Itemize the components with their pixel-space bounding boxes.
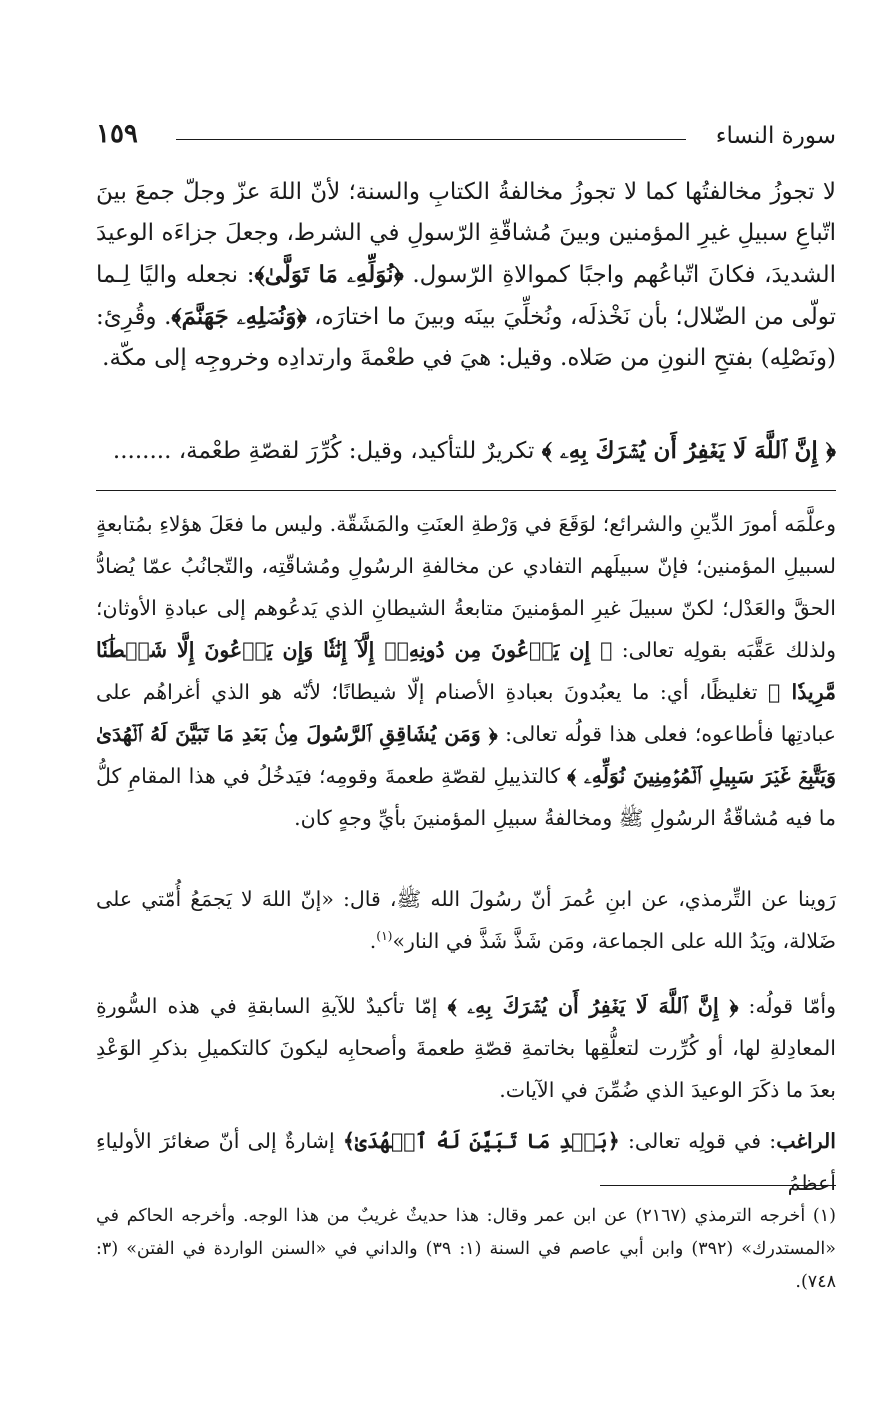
commentary-text: لا تجوزُ مخالفتُها كما لا تجوزُ مخالفةُ الكتابِ والسنة؛ لأنّ اللهَ عزّ وجلّ جمعَ بينَ اتّباعِ سبيلِ غيرِ المؤمنين وبينَ مُشاقّةِ الرّسولِ في الشرط، وجعلَ جزاءَه الوعيدَ الشديدَ، فكانَ اتّباعُهم واجبًا كموالاةِ الرّسول. bbox=[96, 179, 836, 288]
gloss-text: : في قولِه تعالى: bbox=[627, 1129, 777, 1153]
gloss-paragraph-2 bbox=[96, 878, 836, 962]
punctuation: . bbox=[369, 929, 377, 953]
quran-quote: ﴿بَعۡدِ مَا تَبَيَّنَ لَهُ ٱلۡهُدَىٰ﴾ bbox=[342, 1129, 620, 1153]
quran-quote: ﴿ إِن يَدۡعُونَ مِن دُونِهِۦٓ إِلَّآ إِنَٰثٗا وَإِن يَدۡعُونَ إِلَّا شَيۡطَٰنٗا مَّرِيدٗا ﴾ bbox=[96, 638, 836, 704]
commentary-text: تكريرٌ للتأكيد، وقيل: كُرِّرَ لقصّةِ طعْمة، ........ bbox=[112, 438, 542, 464]
author-name: الراغب bbox=[776, 1129, 836, 1153]
commentary-paragraph-2 bbox=[96, 430, 836, 472]
quran-quote: ﴿ وَمَن يُشَاقِقِ ٱلرَّسُولَ مِنۢ بَعۡدِ مَا تَبَيَّنَ لَهُ ٱلۡهُدَىٰ وَيَتَّبِعۡ غَيۡرَ سَبِيلِ ٱلۡمُؤۡمِنِينَ نُوَلِّهِۦ ﴾ bbox=[96, 722, 836, 788]
footnote bbox=[96, 1200, 836, 1299]
quran-quote: ﴿ إِنَّ ٱللَّهَ لَا يَغۡفِرُ أَن يُشۡرَكَ بِهِۦ ﴾ bbox=[447, 994, 739, 1018]
page-header bbox=[96, 118, 836, 158]
header-rule bbox=[176, 139, 686, 140]
gloss-text: وأمّا قولُه: bbox=[748, 994, 836, 1018]
hadith-text: رَوينا عن التِّرمذي، عن ابنِ عُمرَ أنّ رسُولَ الله ﷺ، قال: «إنّ اللهَ لا يَجمَعُ أُمّتي على ضَلالة، ويَدُ الله على الجماعة، ومَن شَذَّ شَذَّ في النار» bbox=[96, 887, 836, 953]
quran-quote: ﴿نُوَلِّهِۦ مَا تَوَلَّىٰ﴾ bbox=[254, 261, 404, 288]
gloss-text: إمّا تأكيدٌ للآيةِ السابقةِ في هذه السُّورةِ المعادِلةِ لها، أو كُرِّرت لتعلُّقِها بخاتمةِ قصّةِ طعمةَ وأصحابِه ليكونَ كالتكميلِ بذكرِ الوَعْدِ بعدَ ما ذكَرَ الوعيدَ الذي ضُمِّنَ في الآيات. bbox=[96, 994, 836, 1102]
section-divider bbox=[96, 490, 836, 491]
gloss-text: تغليظًا، أي: ما يعبُدونَ بعبادةِ الأصنام إلّا شيطانًا؛ لأنّه هو الذي أغراهُم على عبادتِها فأطاعوه؛ فعلى هذا قولُه تعالى: bbox=[96, 680, 836, 746]
gloss-paragraph-4 bbox=[96, 1120, 836, 1204]
commentary-paragraph-1 bbox=[96, 172, 836, 379]
page-number: ١٥٩ bbox=[96, 119, 138, 149]
footnote-text: (١) أخرجه الترمذي (٢١٦٧) عن ابن عمر وقال: هذا حديثٌ غريبٌ من هذا الوجه. وأخرجه الحاكم في «المستدرك» (٣٩٢) وابن أبي عاصم في السنة (١: ٣٩) والداني في «السنن الواردة في الفتن» (٣: ٧٤٨). bbox=[96, 1206, 836, 1292]
commentary-text: . وقُرِئ: (ونَصْلِه) بفتحِ النونِ من صَلاه. وقيل: هيَ في طعْمةَ وارتدادِه وخروجِه إلى مكّة. bbox=[96, 304, 836, 371]
footnote-rule bbox=[600, 1185, 836, 1186]
surah-title: سورة النساء bbox=[715, 123, 836, 149]
gloss-paragraph-3 bbox=[96, 985, 836, 1111]
quran-quote: ﴿وَنُصۡلِهِۦ جَهَنَّمَ﴾ bbox=[171, 303, 307, 330]
gloss-paragraph-1 bbox=[96, 503, 836, 839]
quran-quote: ﴿ إِنَّ ٱللَّهَ لَا يَغۡفِرُ أَن يُشۡرَكَ بِهِۦ ﴾ bbox=[541, 437, 836, 464]
footnote-ref: (١) bbox=[376, 929, 393, 944]
gloss-text: كالتذييلِ لقصّةِ طعمةَ وقومِه؛ فيَدخُلُ في هذا المقامِ كلُّ ما فيه مُشاقّةُ الرسُولِ ﷺ ومخالفةُ سبيلِ المؤمنينَ بأيِّ وجهٍ كان. bbox=[96, 764, 836, 830]
gloss-text: إشارةٌ إلى أنّ صغائرَ الأولياءِ أعظمُ bbox=[96, 1129, 836, 1195]
gloss-text: وعلَّمَه أمورَ الدِّينِ والشرائع؛ لوَقَعَ في وَرْطةِ العنَتِ والمَشَقّة. وليس ما فعَلَ هؤلاءِ بمُتابعةٍ لسبيلِ المؤمنين؛ فإنّ سبيلَهم التفادي عن مخالفةِ الرسُولِ ومُشاقّتِه، والتّجانُبُ عمّا يُضادُّ الحقَّ والعَدْل؛ لكنّ سبيلَ غيرِ المؤمنينَ متابعةُ الشيطانِ الذي يَدعُوهم إلى عبادةِ الأوثان؛ ولذلك عَقَّبَه بقولِه تعالى: bbox=[96, 512, 836, 662]
commentary-text: : نجعله واليًا لِـما تولّى من الضّلال؛ بأن نَخْذلَه، ونُخلِّيَ بينَه وبينَ ما اختارَه، bbox=[96, 262, 836, 330]
